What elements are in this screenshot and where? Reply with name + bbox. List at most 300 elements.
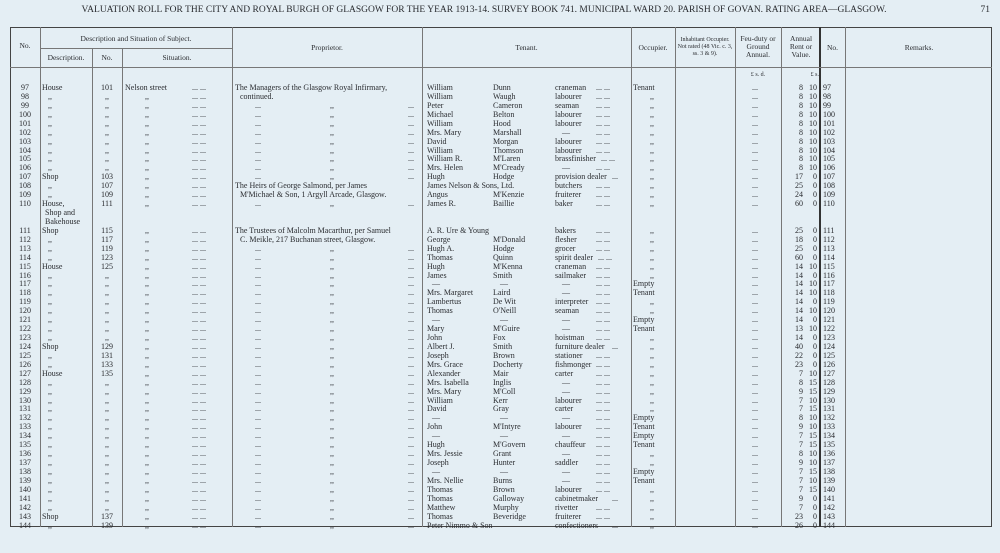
rent-pounds: 8 (799, 449, 803, 459)
row-situation: ,, (145, 386, 149, 396)
row-filler: ... ... (596, 199, 610, 209)
occupier: ,, (650, 484, 654, 494)
row-description: ,, (48, 243, 52, 253)
row-no-2: 137 (823, 458, 835, 468)
row-no: 112 (19, 234, 31, 244)
row-description: ,, (48, 100, 52, 110)
tenant-occupation: — (562, 163, 570, 173)
row-no: 134 (19, 431, 31, 441)
row-proprietor: ,, (330, 333, 334, 343)
tenant-surname: M'Intyre (493, 422, 521, 432)
col-inhabitant: Inhabitant Occupier. Not rated (48 Vic. c. 3, ss. 3 & 9). (677, 37, 733, 57)
row-proprietor: ,, (330, 261, 334, 271)
row-description: ,, (48, 297, 52, 307)
row-no-2: 144 (823, 520, 835, 530)
row-proprietor: C. Meikle, 217 Buchanan street, Glasgow. (240, 234, 376, 244)
row-no: 124 (19, 341, 31, 351)
row-proprietor: ... (255, 100, 261, 110)
feu-duty: ... (752, 109, 758, 119)
row-proprietor: ,, (330, 252, 334, 262)
tenant-occupation: craneman (555, 83, 587, 92)
row-situation: ,, (145, 475, 149, 485)
row-no-2: 107 (823, 172, 835, 182)
tenant-occupation: labourer (555, 109, 582, 119)
rent-pounds: 7 (799, 440, 803, 450)
row-no-2: 132 (823, 413, 835, 423)
col-no-2: No. (826, 43, 839, 52)
occupier: ,, (650, 91, 654, 101)
row-situation: ,, (145, 458, 149, 468)
occupier: ,, (650, 199, 654, 209)
feu-duty: ... (752, 511, 758, 521)
row-filler: ... ... (596, 100, 610, 110)
tenant-occupation: seaman (555, 306, 579, 316)
rent-pounds: 7 (799, 404, 803, 414)
row-no: 119 (19, 297, 31, 307)
row-filler: ... ... (192, 91, 206, 101)
tenant-surname: Docherty (493, 359, 523, 369)
row-proprietor: The Trustees of Malcolm Macarthur, per Samuel (235, 225, 391, 235)
row-no: 117 (19, 279, 31, 289)
row-filler: ... ... (192, 404, 206, 414)
tenant-occupation: seaman (555, 100, 579, 110)
row-description: ,, (48, 422, 52, 432)
tenant-first-name: Hugh A. (427, 243, 455, 253)
row-filler: ... (408, 404, 414, 414)
row-filler: ... ... (596, 395, 610, 405)
row-no-2: 135 (823, 440, 835, 450)
rent-shillings: 10 (809, 136, 817, 146)
row-filler: ... ... (192, 324, 206, 334)
row-filler: ... (408, 270, 414, 280)
tenant-occupation: — (562, 324, 570, 334)
row-filler: ... ... (192, 163, 206, 173)
row-situation: ,, (145, 377, 149, 387)
tenant-surname: Morgan (493, 136, 519, 146)
rent-pounds: 17 (795, 172, 803, 182)
row-filler: ... (408, 449, 414, 459)
row-filler: ... ... (596, 502, 610, 512)
tenant-surname: Smith (493, 270, 513, 280)
row-description: ,, (48, 333, 52, 343)
row-number: ,, (105, 333, 109, 343)
tenant-occupation: — (562, 315, 570, 325)
row-filler: ... ... (192, 333, 206, 343)
row-filler: ... ... (192, 136, 206, 146)
tenant-first-name: Thomas (427, 493, 453, 503)
row-proprietor: ... (255, 127, 261, 137)
row-filler: ... ... (192, 181, 206, 191)
row-filler: ... ... (192, 172, 206, 182)
feu-duty: ... (752, 386, 758, 396)
row-no: 104 (19, 145, 31, 155)
feu-duty: ... (752, 458, 758, 468)
rent-pounds: 7 (799, 475, 803, 485)
row-proprietor: ... (255, 252, 261, 262)
row-filler: ... (408, 315, 414, 325)
row-proprietor: ... (255, 493, 261, 503)
row-number: ,, (105, 127, 109, 137)
row-filler: ... (408, 368, 414, 378)
row-number: 111 (101, 199, 113, 209)
row-filler: ... ... (192, 190, 206, 200)
tenant-surname: M'Kenzie (493, 190, 525, 200)
tenant-surname: Gray (493, 404, 509, 414)
row-situation: ,, (145, 333, 149, 343)
row-proprietor: ... (255, 154, 261, 164)
row-situation: Nelson street (125, 83, 167, 92)
row-filler: ... ... (598, 252, 612, 262)
divider (422, 27, 423, 527)
rent-shillings: 0 (813, 297, 817, 307)
rent-pounds: 8 (799, 145, 803, 155)
row-no: 110 (19, 199, 31, 209)
row-no: 129 (19, 386, 31, 396)
row-no-2: 100 (823, 109, 835, 119)
row-situation: ,, (145, 431, 149, 441)
divider (40, 27, 41, 527)
row-no-2: 136 (823, 449, 835, 459)
row-description: Shop and (45, 208, 75, 218)
rent-pounds: 14 (795, 279, 803, 289)
tenant-first-name: Hugh (427, 440, 445, 450)
tenant-occupation: craneman (555, 261, 587, 271)
row-description: ,, (48, 109, 52, 119)
row-description: ,, (48, 431, 52, 441)
row-proprietor: ... (255, 109, 261, 119)
row-proprietor: ... (255, 297, 261, 307)
occupier: ,, (650, 145, 654, 155)
tenant-first-name: William (427, 83, 453, 92)
row-filler: ... (408, 431, 414, 441)
feu-duty: ... (752, 413, 758, 423)
feu-duty: ... (752, 136, 758, 146)
row-description: Shop (42, 511, 59, 521)
row-filler: ... ... (192, 440, 206, 450)
row-situation: ,, (145, 466, 149, 476)
occupier: ,, (650, 368, 654, 378)
row-filler: ... (408, 475, 414, 485)
row-filler: ... ... (192, 502, 206, 512)
row-filler: ... ... (596, 324, 610, 334)
divider (675, 27, 676, 527)
row-filler: ... (612, 520, 618, 530)
feu-duty: ... (752, 333, 758, 343)
feu-duty: ... (752, 395, 758, 405)
tenant-first-name: Mrs. Isabella (427, 377, 469, 387)
feu-duty: ... (752, 466, 758, 476)
occupier: ,, (650, 234, 654, 244)
rent-shillings: 10 (809, 288, 817, 298)
row-proprietor: ... (255, 163, 261, 173)
rent-pounds: 23 (795, 511, 803, 521)
row-filler: ... ... (596, 386, 610, 396)
occupier: ,, (650, 377, 654, 387)
row-situation: ,, (145, 118, 149, 128)
row-number: ,, (105, 154, 109, 164)
tenant-surname: Galloway (493, 493, 525, 503)
feu-duty: ... (752, 118, 758, 128)
rent-shillings: 0 (813, 225, 817, 235)
feu-duty: ... (752, 270, 758, 280)
row-proprietor: ,, (330, 341, 334, 351)
row-situation: ,, (145, 163, 149, 173)
row-proprietor: ... (255, 466, 261, 476)
tenant-occupation: baker (555, 199, 573, 209)
tenant-occupation: carter (555, 368, 574, 378)
rent-pounds: 9 (799, 422, 803, 432)
tenant-surname: Hood (493, 118, 511, 128)
row-proprietor: ,, (330, 449, 334, 459)
row-situation: ,, (145, 234, 149, 244)
col-situation: Situation. (162, 53, 192, 62)
row-filler: ... (408, 333, 414, 343)
row-no: 101 (19, 118, 31, 128)
rent-pounds: 8 (799, 100, 803, 110)
tenant-first-name: — (432, 279, 440, 289)
row-proprietor: ,, (330, 100, 334, 110)
row-no-2: 110 (823, 199, 835, 209)
row-no-2: 141 (823, 493, 835, 503)
tenant-surname: M'Coll (493, 386, 516, 396)
rent-pounds: 7 (799, 466, 803, 476)
rent-shillings: 10 (809, 261, 817, 271)
row-proprietor: ... (255, 199, 261, 209)
tenant-occupation: — (562, 377, 570, 387)
row-number: ,, (105, 404, 109, 414)
col-tenant: Tenant. (515, 43, 538, 52)
occupier: Tenant (633, 440, 655, 450)
rent-shillings: 10 (809, 324, 817, 334)
feu-duty: ... (752, 350, 758, 360)
row-proprietor: ,, (330, 350, 334, 360)
header-divider (10, 67, 992, 68)
row-filler: ... ... (192, 395, 206, 405)
tenant-occupation: labourer (555, 395, 582, 405)
feu-duty: ... (752, 199, 758, 209)
tenant-occupation: flesher (555, 234, 577, 244)
occupier: ,, (650, 136, 654, 146)
tenant-first-name: Joseph (427, 350, 449, 360)
row-proprietor: ... (255, 440, 261, 450)
tenant-occupation: labourer (555, 422, 582, 432)
rent-shillings: 10 (809, 163, 817, 173)
row-number: ,, (105, 484, 109, 494)
occupier: ,, (650, 511, 654, 521)
rent-shillings: 10 (809, 91, 817, 101)
row-proprietor: ... (255, 395, 261, 405)
row-filler: ... (408, 440, 414, 450)
row-filler: ... ... (192, 475, 206, 485)
divider (735, 27, 736, 527)
tenant-surname: O'Neill (493, 306, 517, 316)
row-proprietor: ... (255, 118, 261, 128)
row-filler: ... ... (192, 520, 206, 530)
row-filler: ... ... (596, 118, 610, 128)
col-proprietor: Proprietor. (311, 43, 343, 52)
rent-pounds: 14 (795, 306, 803, 316)
row-filler: ... ... (192, 261, 206, 271)
feu-duty: ... (752, 288, 758, 298)
row-number: ,, (105, 118, 109, 128)
row-number: ,, (105, 306, 109, 316)
row-number: ,, (105, 100, 109, 110)
rent-pounds: 8 (799, 163, 803, 173)
row-proprietor: ,, (330, 404, 334, 414)
rent-pounds: 24 (795, 190, 803, 200)
row-filler: ... (408, 306, 414, 316)
occupier: Empty (633, 279, 655, 289)
row-number: ,, (105, 109, 109, 119)
feu-duty: ... (752, 225, 758, 235)
rent-shillings: 0 (813, 199, 817, 209)
divider (781, 27, 782, 527)
row-proprietor: ... (255, 333, 261, 343)
row-number: ,, (105, 413, 109, 423)
row-filler: ... ... (192, 243, 206, 253)
row-proprietor: ... (255, 386, 261, 396)
row-proprietor: ,, (330, 440, 334, 450)
row-situation: ,, (145, 306, 149, 316)
row-situation: ,, (145, 440, 149, 450)
rent-shillings: 10 (809, 368, 817, 378)
row-proprietor: ,, (330, 413, 334, 423)
row-proprietor: ,, (330, 324, 334, 334)
feu-duty: ... (752, 493, 758, 503)
row-description: ,, (48, 449, 52, 459)
row-proprietor: ,, (330, 163, 334, 173)
row-situation: ,, (145, 520, 149, 530)
row-number: ,, (105, 270, 109, 280)
tenant-first-name: William R. (427, 154, 463, 164)
row-filler: ... ... (192, 288, 206, 298)
tenant-occupation: grocer (555, 243, 576, 253)
row-filler: ... (408, 136, 414, 146)
row-number: ,, (105, 315, 109, 325)
roll-title: VALUATION ROLL FOR THE CITY AND ROYAL BURGH OF GLASGOW FOR THE YEAR 1913-14. SURVEY BOOK 741. MUNICIPAL WARD 20. PARISH OF GOVAN. RATING AREA—GLASGOW. (81, 5, 887, 15)
feu-duty: ... (752, 306, 758, 316)
row-situation: ,, (145, 100, 149, 110)
row-filler: ... ... (192, 413, 206, 423)
row-no: 125 (19, 350, 31, 360)
row-filler: ... (408, 395, 414, 405)
row-situation: ,, (145, 324, 149, 334)
row-filler: ... ... (192, 359, 206, 369)
row-filler: ... ... (596, 377, 610, 387)
feu-duty: ... (752, 440, 758, 450)
row-filler: ... ... (192, 306, 206, 316)
rent-pounds: 8 (799, 91, 803, 101)
occupier: ,, (650, 350, 654, 360)
tenant-surname: M'Laren (493, 154, 521, 164)
row-situation: ,, (145, 279, 149, 289)
row-number: 101 (101, 83, 113, 92)
feu-duty: ... (752, 404, 758, 414)
row-no: 138 (19, 466, 31, 476)
row-filler: ... ... (596, 404, 610, 414)
occupier: ,, (650, 359, 654, 369)
occupier: ,, (650, 520, 654, 530)
tenant-occupation: — (562, 475, 570, 485)
row-no-2: 104 (823, 145, 835, 155)
tenant-occupation: carter (555, 404, 574, 414)
row-filler: ... (408, 261, 414, 271)
rent-shillings: 10 (809, 449, 817, 459)
row-filler: ... ... (596, 511, 610, 521)
row-filler: ... ... (596, 288, 610, 298)
row-no-2: 117 (823, 279, 835, 289)
row-proprietor: ,, (330, 511, 334, 521)
rent-pounds: 14 (795, 270, 803, 280)
row-description: ,, (48, 502, 52, 512)
rent-pounds: 8 (799, 109, 803, 119)
tenant-occupation: hoistman (555, 333, 585, 343)
feu-duty: ... (752, 83, 758, 92)
row-description: Shop (42, 341, 59, 351)
row-no-2: 119 (823, 297, 835, 307)
row-proprietor: ,, (330, 315, 334, 325)
tenant-first-name: A. R. Ure & Young (427, 225, 490, 235)
tenant-surname: Smith (493, 341, 513, 351)
row-situation: ,, (145, 359, 149, 369)
row-filler: ... ... (596, 190, 610, 200)
rent-pounds: 7 (799, 395, 803, 405)
tenant-surname: M'Donald (493, 234, 526, 244)
row-number: 133 (101, 359, 113, 369)
rent-shillings: 10 (809, 83, 817, 92)
row-filler: ... ... (596, 261, 610, 271)
row-description: ,, (48, 386, 52, 396)
row-situation: ,, (145, 181, 149, 191)
occupier: Tenant (633, 288, 655, 298)
occupier: ,, (650, 306, 654, 316)
row-proprietor: ... (255, 136, 261, 146)
tenant-first-name: Hugh (427, 172, 445, 182)
rent-shillings: 0 (813, 350, 817, 360)
row-filler: ... ... (192, 458, 206, 468)
occupier: ,, (650, 181, 654, 191)
tenant-surname: Beveridge (493, 511, 526, 521)
tenant-surname: M'Cready (493, 163, 525, 173)
row-filler: ... (408, 297, 414, 307)
row-proprietor: ... (255, 306, 261, 316)
col-occupier: Occupier. (638, 43, 668, 52)
row-description: ,, (48, 279, 52, 289)
row-filler: ... (408, 458, 414, 468)
row-proprietor: ... (255, 350, 261, 360)
tenant-first-name: Mrs. Grace (427, 359, 463, 369)
tenant-first-name: George (427, 234, 451, 244)
row-description: House (42, 83, 63, 92)
tenant-surname: Laird (493, 288, 511, 298)
row-situation: ,, (145, 109, 149, 119)
row-proprietor: ,, (330, 359, 334, 369)
rent-shillings: 0 (813, 243, 817, 253)
rent-pounds: 14 (795, 261, 803, 271)
row-description: House (42, 261, 63, 271)
row-description: ,, (48, 270, 52, 280)
row-no-2: 131 (823, 404, 835, 414)
row-proprietor: ... (255, 368, 261, 378)
row-proprietor: M'Michael & Son, 1 Argyll Arcade, Glasgow. (240, 190, 387, 200)
row-no-2: 103 (823, 136, 835, 146)
tenant-surname: De Wit (493, 297, 516, 307)
row-filler: ... (408, 377, 414, 387)
row-no-2: 109 (823, 190, 835, 200)
row-proprietor: ... (255, 279, 261, 289)
row-number: ,, (105, 475, 109, 485)
row-no-2: 139 (823, 475, 835, 485)
